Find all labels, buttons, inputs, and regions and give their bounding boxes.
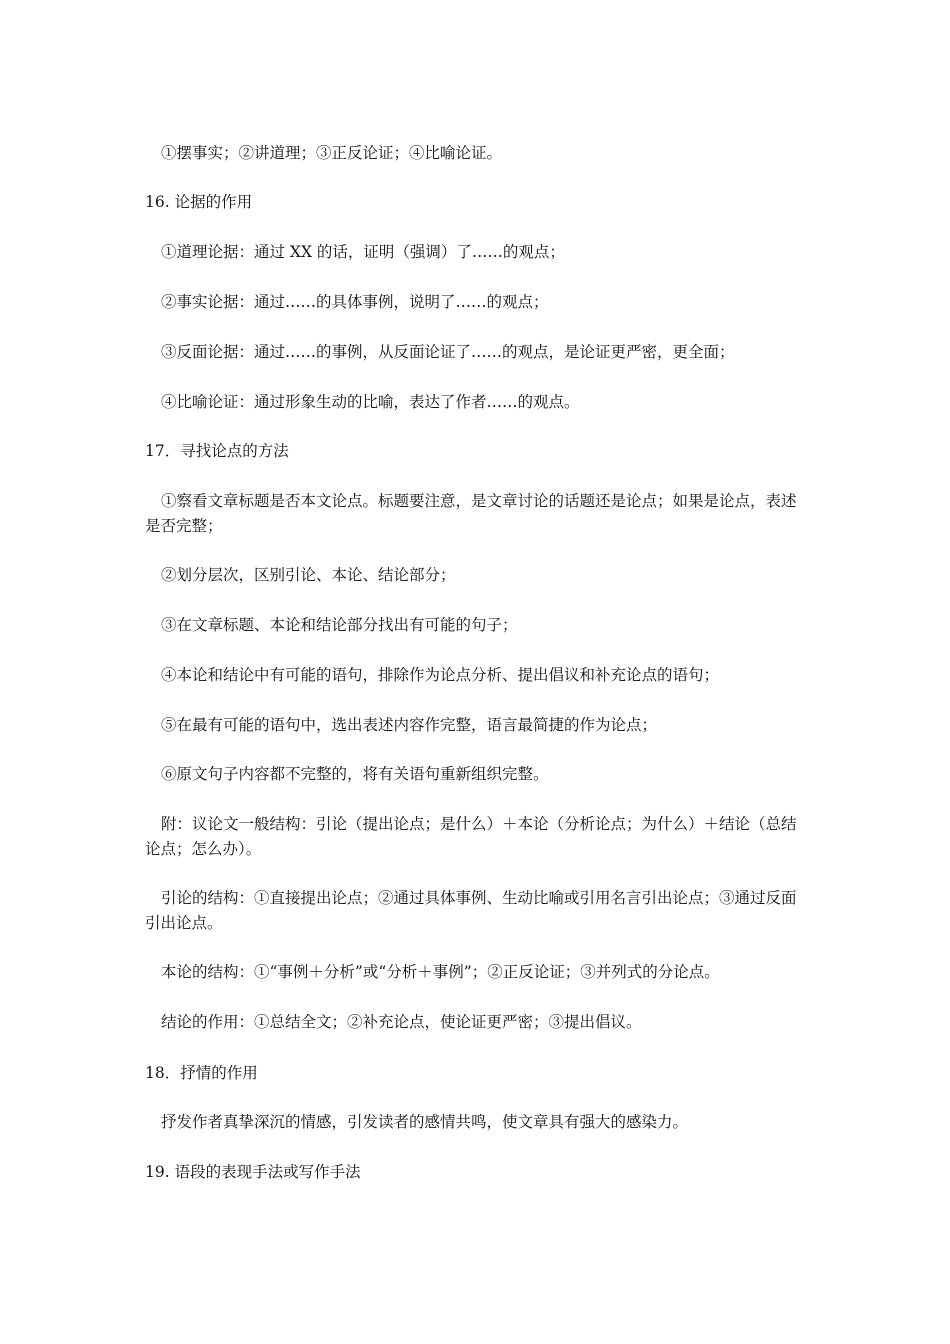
- structure-note-introduction: 引论的结构：①直接提出论点；②通过具体事例、生动比喻或引用名言引出论点；③通过反面引出论点。: [145, 889, 797, 932]
- section-16-item-1: ①道理论据：通过 XX 的话，证明（强调）了……的观点；: [161, 243, 565, 261]
- argument-methods-line: ①摆事实；②讲道理；③正反论证；④比喻论证。: [161, 144, 503, 162]
- section-17-item-3: ③在文章标题、本论和结论部分找出有可能的句子；: [161, 616, 518, 634]
- section-17-item-6: ⑥原文句子内容都不完整的，将有关语句重新组织完整。: [161, 765, 549, 783]
- section-16-item-3: ③反面论据：通过……的事例，从反面论证了……的观点，是论证更严密，更全面；: [161, 343, 735, 361]
- structure-note-general: 附：议论文一般结构：引论（提出论点；是什么）＋本论（分析论点；为什么）＋结论（总结论点；怎么办）。: [145, 815, 797, 858]
- section-17-heading: 17．寻找论点的方法: [145, 442, 289, 460]
- section-17-item-1: ①察看文章标题是否本文论点。标题要注意，是文章讨论的话题还是论点；如果是论点，表述是否完整；: [145, 492, 797, 535]
- section-19-heading: 19. 语段的表现手法或写作手法: [145, 1163, 361, 1181]
- section-17-item-5: ⑤在最有可能的语句中，选出表述内容作完整，语言最简捷的作为论点；: [161, 716, 658, 734]
- section-17-item-4: ④本论和结论中有可能的语句，排除作为论点分析、提出倡议和补充论点的语句；: [161, 666, 720, 684]
- section-18-body: 抒发作者真挚深沉的情感，引发读者的感情共鸣，使文章具有强大的感染力。: [161, 1113, 689, 1131]
- section-16-heading: 16. 论据的作用: [145, 193, 253, 211]
- section-16-item-2: ②事实论据：通过……的具体事例，说明了……的观点；: [161, 293, 549, 311]
- section-16-item-4: ④比喻论证：通过形象生动的比喻，表达了作者……的观点。: [161, 393, 580, 411]
- section-17-item-2: ②划分层次，区别引论、本论、结论部分；: [161, 566, 456, 584]
- section-18-heading: 18．抒情的作用: [145, 1064, 258, 1082]
- structure-note-conclusion: 结论的作用：①总结全文；②补充论点，使论证更严密；③提出倡议。: [161, 1013, 642, 1031]
- structure-note-body: 本论的结构：①“事例＋分析”或“分析＋事例”；②正反论证；③并列式的分论点。: [161, 963, 720, 981]
